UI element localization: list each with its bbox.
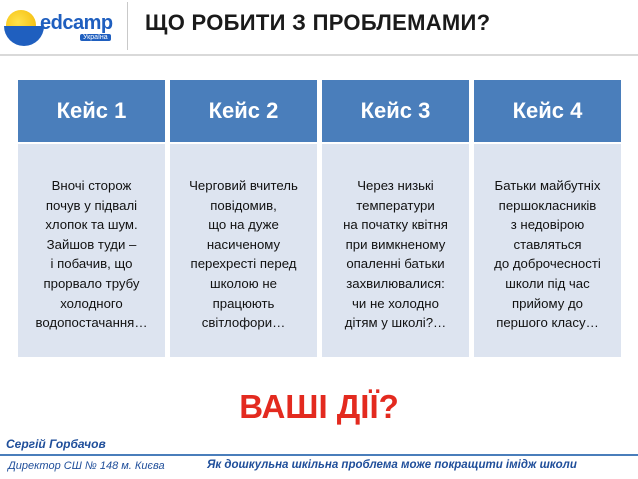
- slide-title: ЩО РОБИТИ З ПРОБЛЕМАМИ?: [145, 10, 491, 35]
- footer-slogan: Як дошкульна шкільна проблема може покращити імідж школи: [207, 459, 577, 471]
- case-column-3: [322, 80, 469, 357]
- case-header-1: Кейс 1: [18, 80, 165, 142]
- divider: [322, 142, 469, 144]
- case-header-4: Кейс 4: [474, 80, 621, 142]
- actions-heading: ВАШІ ДІЇ?: [239, 388, 399, 425]
- footer-rule: [0, 454, 638, 456]
- edcamp-logo: [4, 4, 116, 52]
- case-text-3: Через низькі температури на початку квітня при вимкненому опаленні батьки захвилювалися: чи не холодно дітям у школі?…: [343, 178, 448, 331]
- case-body-2: [170, 142, 317, 357]
- case-body-4: [474, 142, 621, 357]
- divider: [474, 142, 621, 144]
- wave-icon: [4, 26, 44, 46]
- case-header-2: Кейс 2: [170, 80, 317, 142]
- case-header-3: Кейс 3: [322, 80, 469, 142]
- author-name: Сергій Горбачов: [6, 437, 106, 451]
- divider: [18, 142, 165, 144]
- case-column-1: [18, 80, 165, 357]
- case-column-4: [474, 80, 621, 357]
- case-body-3: [322, 142, 469, 357]
- case-text-1: Вночі сторож почув у підвалі хлопок та шум. Зайшов туди – і побачив, що прорвало трубу холодного водопостачання…: [35, 178, 148, 331]
- logo-text: edcamp: [40, 12, 113, 34]
- cases-table: [18, 80, 621, 357]
- case-body-1: [18, 142, 165, 357]
- header-divider: [127, 2, 128, 50]
- author-role: Директор СШ № 148 м. Києва: [8, 460, 165, 472]
- case-text-4: Батьки майбутніх першокласників з недовірою ставляться до доброчесності школи під час прийому до першого класу…: [494, 178, 601, 331]
- case-column-2: [170, 80, 317, 357]
- divider: [170, 142, 317, 144]
- logo-badge: Україна: [80, 34, 111, 41]
- header-rule: [0, 54, 638, 56]
- case-text-2: Черговий вчитель повідомив, що на дуже насиченому перехресті перед школою не працюють світлофори…: [189, 178, 298, 331]
